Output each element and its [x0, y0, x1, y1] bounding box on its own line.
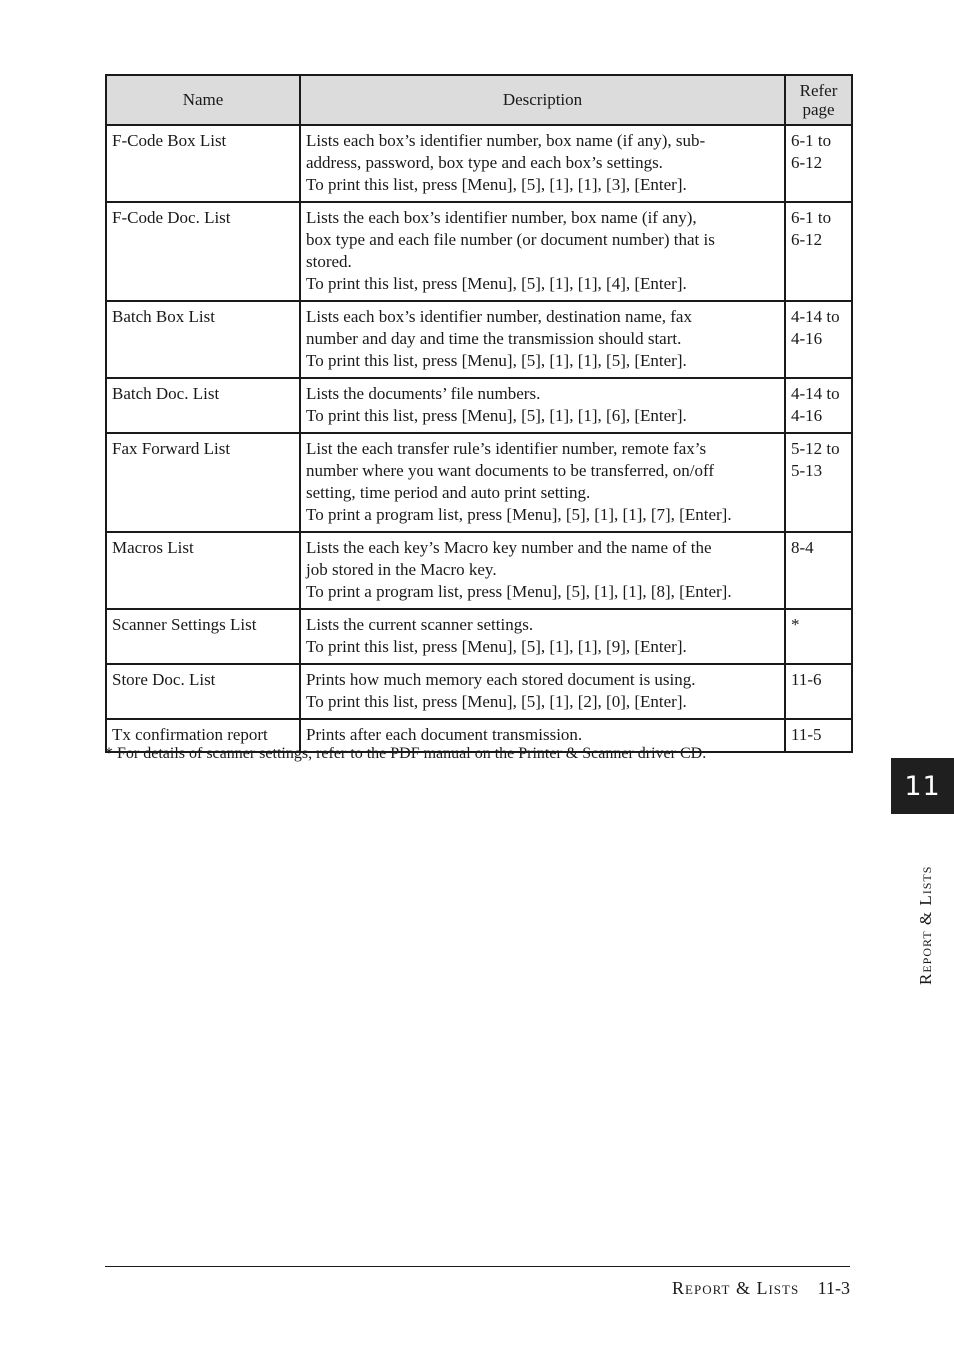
header-name: Name — [106, 75, 300, 125]
row-description — [300, 202, 785, 301]
table-row — [106, 125, 852, 202]
description-line: stored. — [306, 252, 352, 271]
table-header-row — [106, 75, 852, 125]
page-number: 11-3 — [817, 1278, 850, 1298]
table-row — [106, 301, 852, 378]
table-row — [106, 609, 852, 664]
description-line: To print this list, press [Menu], [5], [1], [1], [3], [Enter]. — [306, 175, 687, 194]
header-description: Description — [300, 75, 785, 125]
description-line: number where you want documents to be transferred, on/off — [306, 461, 715, 480]
row-name: Batch Doc. List — [106, 378, 300, 433]
description-line: To print this list, press [Menu], [5], [1], [1], [5], [Enter]. — [306, 351, 687, 370]
lists-table — [105, 74, 853, 753]
refer-page-line: 5-12 to — [791, 439, 840, 458]
header-refer-page — [785, 75, 852, 125]
row-refer-page — [785, 202, 852, 301]
refer-page-line: 6-1 to — [791, 131, 832, 150]
table-row — [106, 202, 852, 301]
row-refer-page — [785, 664, 852, 719]
table-row — [106, 433, 852, 532]
row-name: Tx confirmation report — [106, 719, 300, 752]
row-description — [300, 301, 785, 378]
row-refer-page — [785, 719, 852, 752]
refer-page-line: 5-13 — [791, 461, 823, 480]
description-line: To print a program list, press [Menu], [5], [1], [1], [8], [Enter]. — [306, 582, 732, 601]
refer-page-line: 4-14 to — [791, 384, 840, 403]
row-refer-page — [785, 532, 852, 609]
description-line: To print this list, press [Menu], [5], [1], [1], [9], [Enter]. — [306, 637, 687, 656]
description-line: box type and each file number (or document number) that is — [306, 230, 715, 249]
refer-page-line: 4-16 — [791, 329, 823, 348]
table-row — [106, 664, 852, 719]
row-description — [300, 664, 785, 719]
row-name: F-Code Box List — [106, 125, 300, 202]
description-line: Prints after each document transmission. — [306, 725, 583, 744]
header-refer-line1: Refer — [799, 81, 838, 100]
row-description — [300, 378, 785, 433]
row-description — [300, 609, 785, 664]
description-line: number and day and time the transmission should start. — [306, 329, 682, 348]
refer-page-line: 4-16 — [791, 406, 823, 425]
chapter-tab: 11 — [891, 758, 954, 814]
description-line: Lists the current scanner settings. — [306, 615, 534, 634]
description-line: Lists the each box’s identifier number, box name (if any), — [306, 208, 697, 227]
table-row — [106, 378, 852, 433]
description-line: Lists each box’s identifier number, box name (if any), sub- — [306, 131, 706, 150]
header-refer-line2: page — [802, 100, 835, 119]
refer-page-line: 11-5 — [791, 725, 822, 744]
row-refer-page — [785, 609, 852, 664]
row-name: F-Code Doc. List — [106, 202, 300, 301]
row-name: Macros List — [106, 532, 300, 609]
refer-page-line: 6-12 — [791, 230, 823, 249]
row-refer-page — [785, 378, 852, 433]
row-refer-page — [785, 125, 852, 202]
description-line: setting, time period and auto print setting. — [306, 483, 591, 502]
footer-chapter-title: Report & Lists — [672, 1278, 800, 1298]
row-name: Store Doc. List — [106, 664, 300, 719]
row-description — [300, 532, 785, 609]
description-line: To print this list, press [Menu], [5], [1], [1], [4], [Enter]. — [306, 274, 687, 293]
description-line: To print this list, press [Menu], [5], [1], [1], [6], [Enter]. — [306, 406, 687, 425]
row-refer-page — [785, 433, 852, 532]
footnote: * For details of scanner settings, refer to the PDF manual on the Printer & Scanner driver CD. — [105, 745, 707, 762]
refer-page-line: 6-12 — [791, 153, 823, 172]
description-line: address, password, box type and each box’s settings. — [306, 153, 663, 172]
refer-page-line: 4-14 to — [791, 307, 840, 326]
description-line: job stored in the Macro key. — [306, 560, 497, 579]
row-name: Fax Forward List — [106, 433, 300, 532]
description-line: Prints how much memory each stored document is using. — [306, 670, 696, 689]
table-body — [106, 125, 852, 752]
row-description — [300, 433, 785, 532]
page-footer — [672, 1278, 850, 1299]
refer-page-line: 8-4 — [791, 538, 814, 557]
description-line: To print a program list, press [Menu], [5], [1], [1], [7], [Enter]. — [306, 505, 732, 524]
description-line: List the each transfer rule’s identifier number, remote fax’s — [306, 439, 707, 458]
refer-page-line: 6-1 to — [791, 208, 832, 227]
row-name: Batch Box List — [106, 301, 300, 378]
refer-page-line: * — [791, 615, 800, 634]
description-line: Lists the documents’ file numbers. — [306, 384, 541, 403]
row-name: Scanner Settings List — [106, 609, 300, 664]
refer-page-line: 11-6 — [791, 670, 822, 689]
side-chapter-label: Report & Lists — [916, 865, 935, 985]
description-line: Lists the each key’s Macro key number and the name of the — [306, 538, 712, 557]
row-refer-page — [785, 301, 852, 378]
row-description — [300, 125, 785, 202]
footer-divider — [105, 1266, 850, 1267]
description-line: Lists each box’s identifier number, destination name, fax — [306, 307, 692, 326]
table-row — [106, 532, 852, 609]
description-line: To print this list, press [Menu], [5], [1], [2], [0], [Enter]. — [306, 692, 687, 711]
